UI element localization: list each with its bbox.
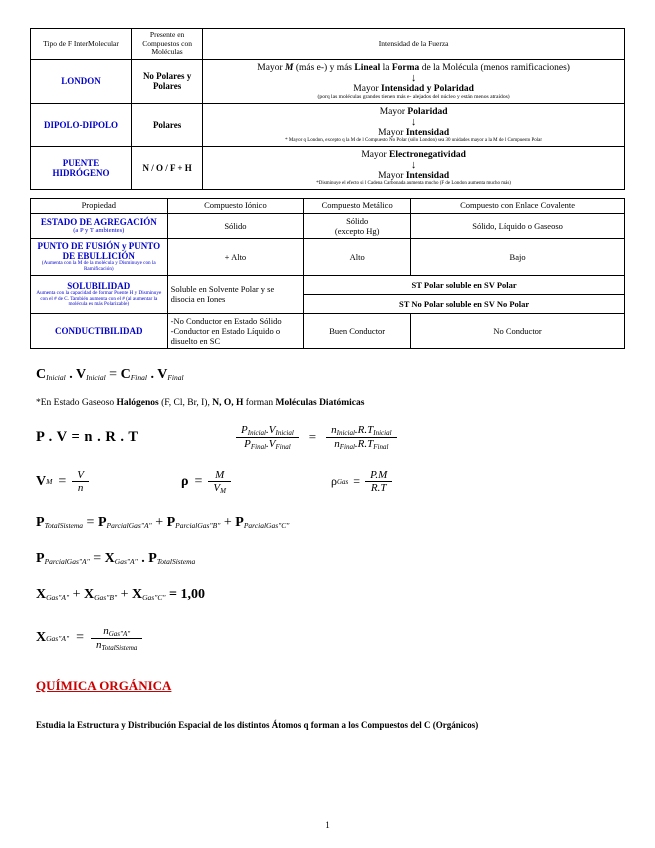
text: + [69,586,84,602]
cell-tipo-dipolo: DIPOLO-DIPOLO [31,103,132,146]
formula-combined-gas [236,424,397,451]
text: forman [243,397,276,408]
text: Gas"C" [142,592,166,602]
fraction-right [326,424,396,451]
cell-prop-conductibilidad [31,313,168,348]
denominator: n [77,482,84,495]
text: No Polar [496,298,530,309]
text: P [97,514,107,530]
text: *En Estado Gaseoso [36,397,117,408]
numerator [91,625,142,639]
puente-line2 [207,171,620,181]
col-header-tipo: Tipo de F InterMolecular [31,29,132,60]
text: Moléculas Diatómicas [275,397,365,408]
denominator [236,438,299,451]
formula-gas-density [331,469,392,494]
text: ParcialGas"A" [106,520,152,530]
text: -Conductor en Estado Líquido o disuelto en SC [170,325,281,346]
text: Mayor [379,106,408,117]
denominator [208,482,231,495]
text: ParcialGas"A" [44,556,90,566]
text: . [137,550,149,566]
text: Inicial [373,428,392,437]
col-header-ionico: Compuesto Iónico [167,198,304,213]
text: (más e-) y más [293,62,355,73]
table-header-row [31,29,625,60]
text: n [331,423,337,436]
cell-prop-estado [31,213,168,238]
text: + [220,514,236,530]
text: Inicial [46,372,66,382]
cell-puntos-metalico: Alto [304,238,411,275]
label: CONDUCTIBILIDAD [55,325,143,336]
text: P [36,550,45,566]
text: Final [250,442,267,451]
equals-sign: = [308,429,317,445]
text: Gas"A" [114,556,138,566]
text: X [84,586,95,602]
denominator [91,639,142,652]
cell-estado-covalente: Sólido, Líquido o Gaseoso [411,213,625,238]
denominator [326,438,396,451]
text: Polar soluble en [423,279,484,290]
intermolecular-forces-table [30,28,625,190]
table-header-row [31,198,625,213]
text: Halógenos [116,397,159,408]
text: Mayor [257,62,285,73]
cell-solubilidad-covalente [304,275,625,313]
text: + [117,586,132,602]
formula-dalton-total-pressure [36,515,625,531]
formula-mole-fraction [36,625,142,652]
text: = [165,586,181,602]
cell-estado-metalico [304,213,411,238]
label-sub: (Aumenta con la M de la molécula y Disminuye con la Ramificación) [41,260,156,273]
text: la [380,62,392,73]
formula-ideal-gas: P . V = n . R . T [36,428,139,445]
cell-solubilidad-ionico: Soluble en Solvente Polar y se disocia en Iones [167,275,304,313]
fraction [365,469,392,494]
text: ParcialGas"C" [243,520,290,530]
text: M [284,62,294,73]
text: (F, Cl, Br, I), [158,397,213,408]
text: Intensidad y Polaridad [381,83,474,94]
text: Mayor [361,149,390,160]
london-line2 [207,84,620,94]
text: . [65,366,76,382]
table-row [31,275,625,313]
text: ParcialGas"B" [175,520,221,530]
label: ESTADO DE AGREGACIÓN [40,216,157,227]
equals-sign: = [58,473,67,489]
solubilidad-line2 [304,295,624,313]
text: V [75,366,87,382]
formula-ideal-gas-row [36,424,625,451]
equals-sign: = [353,474,361,489]
cell-conductibilidad-metalico: Buen Conductor [304,313,411,348]
equals-sign: = [194,473,203,489]
fraction [208,469,231,495]
text: Final [130,372,147,382]
cell-presente-london: No Polares y Polares [131,59,202,103]
label: SOLUBILIDAD [67,280,131,291]
table-row [31,213,625,238]
text: Final [167,372,184,382]
text: .R.T [354,423,374,436]
page-number: 1 [325,820,330,830]
text: Mayor [378,170,406,181]
text: = [83,514,98,530]
text: Sólido [346,215,369,226]
text: Inicial [275,428,294,437]
text: Mayor [353,83,381,94]
text: . [146,366,158,382]
cell-estado-ionico: Sólido [167,213,304,238]
text: P [148,550,157,566]
formula-density [181,469,331,495]
table-row [31,59,625,103]
numerator [236,424,299,438]
text: n [103,624,109,637]
cell-puntos-covalente: Bajo [411,238,625,275]
numerator: M [208,469,231,482]
text: ST [399,298,412,309]
text: V [157,366,168,382]
text: Gas"A" [46,633,70,643]
note-estado-gaseoso [36,398,625,408]
text: ρ [331,474,337,489]
text: M [46,477,53,487]
properties-table [30,198,625,349]
numerator [326,424,396,438]
cell-intensidad-london [203,59,625,103]
text: Forma [391,62,420,73]
text: X [36,586,47,602]
cell-tipo-puente: PUENTE HIDRÓGENO [31,146,132,189]
text: Final [339,442,355,451]
text: Inicial [336,428,355,437]
text: 1,00 [180,586,205,602]
text: Polar [496,279,517,290]
dipolo-footnote: * Mayor q London, excepto q la M de l Compuesto No Polar (sólo London) sea 30 unidades mayor a la M de l Compuesto Polar [285,137,543,143]
text: Intensidad [405,170,450,181]
col-header-propiedad: Propiedad [31,198,168,213]
fraction [91,625,142,652]
text: (excepto Hg) [334,225,380,236]
text: .V [266,437,276,450]
text: P [166,514,176,530]
text: .V [266,423,276,436]
label-sub: Aumenta con la capacidad de formar Puente H y Disminuye con el # de C. También aumenta con el # (al aumentar la molécula es más Polarizable) [36,289,162,308]
fraction-left [236,424,299,451]
solubilidad-line1 [304,276,624,295]
cell-conductibilidad-ionico [167,313,304,348]
text: Polaridad [407,106,448,117]
label: PUNTO DE FUSIÓN y PUNTO DE EBULLICIÓN [37,240,161,261]
numerator: P.M [365,469,392,482]
text: X [104,550,115,566]
down-arrow-icon: ↓ [410,158,417,171]
formula-section [30,367,625,652]
text: P [235,514,244,530]
text: SV [483,279,497,290]
text: Gas"A" [46,592,70,602]
cell-puntos-ionico: + Alto [167,238,304,275]
dipolo-line2 [207,128,620,138]
cell-intensidad-dipolo [203,103,625,146]
text: C [36,366,47,382]
text: TotalSistema [44,520,84,530]
cell-prop-solubilidad [31,275,168,313]
text: P [36,514,45,530]
text: ρ [181,473,189,489]
text: Inicial [247,428,267,437]
formula-molar-volume-row [36,469,625,495]
denominator: R.T [370,482,387,495]
text: + [151,514,167,530]
text: TotalSistema [101,643,138,652]
table-row [31,146,625,189]
col-header-intensidad: Intensidad de la Fuerza [203,29,625,60]
london-footnote: (porq las moléculas grandes tienen más e- alejados del núcleo y están menos atraídos) [317,93,510,100]
table-row [31,103,625,146]
fraction [72,469,89,494]
text: = [89,550,105,566]
text: V [213,481,221,494]
down-arrow-icon: ↓ [410,71,417,84]
text: Electronegatividad [389,149,466,160]
text: = [105,366,121,382]
formula-molar-volume [36,469,181,494]
col-header-presente: Presente en Compuestos con Moléculas [131,29,202,60]
text: Final [373,442,389,451]
puente-footnote: *Disminuye el efecto si l Cadena Carbonada aumenta mucho (F de London aumenta mucho más) [316,180,511,186]
text: P [244,437,251,450]
section-description: Estudia la Estructura y Distribución Espacial de los distintos Átomos q forman a los Compuestos del C (Orgánicos) [36,719,479,730]
table-row [31,313,625,348]
section-title-quimica-organica: QUÍMICA ORGÁNICA [36,677,172,693]
text: de la Molécula (menos ramificaciones) [419,62,570,73]
text: V [36,473,47,489]
text: n [96,638,102,651]
text: Final [275,442,291,451]
text: .R.T [354,437,374,450]
label-sub: (a P y T ambientes) [73,227,125,235]
text: Intensidad [405,127,450,138]
text: n [334,437,340,450]
formula-mole-fraction-sum [36,587,625,603]
text: Mayor [378,127,406,138]
cell-tipo-london: LONDON [31,59,132,103]
text: Lineal [354,62,381,73]
col-header-covalente: Compuesto con Enlace Covalente [411,198,625,213]
equals-sign: = [76,630,84,646]
text: M [220,486,226,495]
text: N, O, H [212,397,244,408]
text: -No Conductor en Estado Sólido [170,315,282,326]
text: X [36,630,47,646]
formula-mole-fraction-row [36,625,625,652]
text: C [120,366,131,382]
cell-prop-puntos [31,238,168,275]
numerator: V [72,469,89,482]
col-header-metalico: Compuesto Metálico [304,198,411,213]
text: ST [411,279,424,290]
text: P [241,423,248,436]
text: Gas"A" [108,629,131,638]
text: X [132,586,143,602]
formula-partial-pressure [36,551,625,567]
cell-presente-puente: N / O / F + H [131,146,202,189]
text: Gas [337,477,349,486]
table-row [31,238,625,275]
text: Gas"B" [94,592,118,602]
cell-intensidad-puente [203,146,625,189]
formula-dilution [36,367,625,383]
text: TotalSistema [156,556,196,566]
cell-presente-dipolo: Polares [131,103,202,146]
down-arrow-icon: ↓ [410,115,417,128]
text: Inicial [86,372,106,382]
text: SV [483,298,497,309]
cell-conductibilidad-covalente: No Conductor [411,313,625,348]
text: No Polar soluble en [411,298,484,309]
